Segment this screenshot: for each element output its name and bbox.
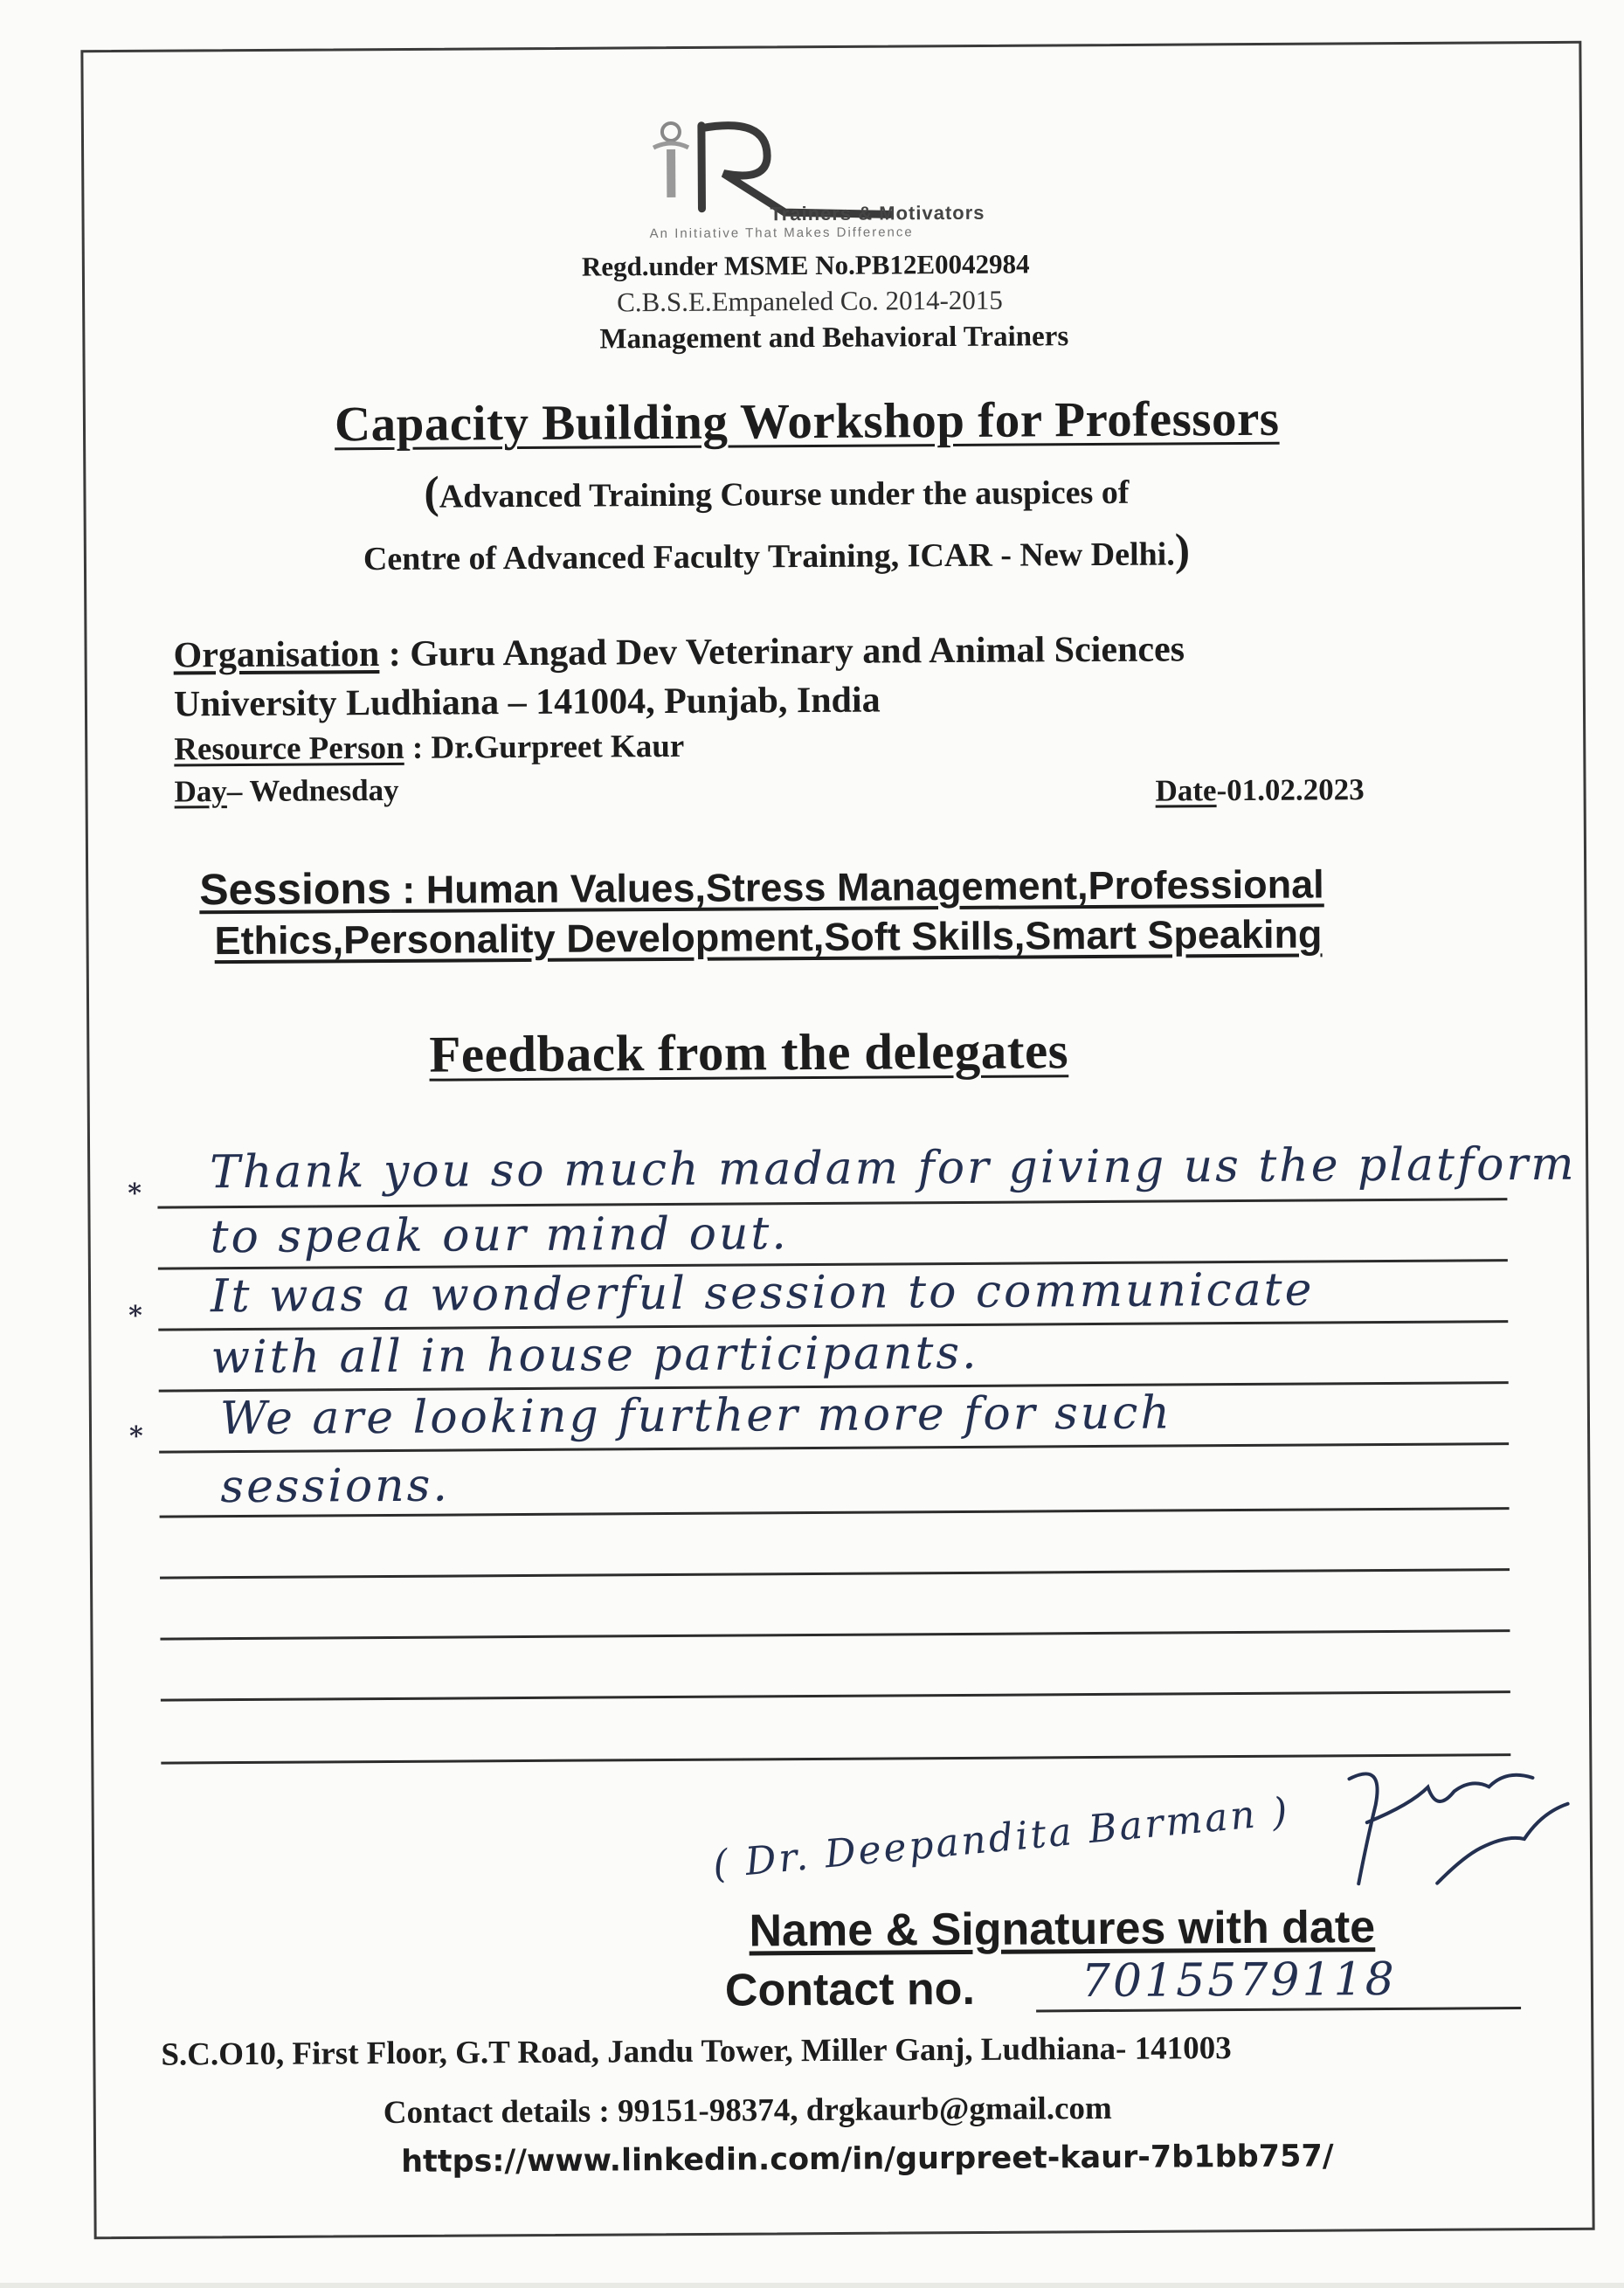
delegate-name-handwritten: ( Dr. Deepandita Barman ) — [710, 1788, 1292, 1888]
writing-line — [161, 1753, 1510, 1764]
sessions-label: Sessions — [199, 863, 391, 915]
close-bracket: ) — [1174, 525, 1191, 576]
writing-line — [157, 1198, 1507, 1208]
writing-line — [160, 1568, 1510, 1579]
footer-address: S.C.O10, First Floor, G.T Road, Jandu Tower, Miller Ganj, Ludhiana- 141003 — [161, 2030, 1232, 2073]
writing-line — [160, 1629, 1510, 1640]
workshop-title: Capacity Building Workshop for Professors — [334, 391, 1280, 453]
feedback-bullet: * — [128, 1420, 143, 1452]
feedback-bullet: * — [128, 1178, 142, 1209]
sessions-line2: Ethics,Personality Development,Soft Skills,Smart Speaking — [214, 911, 1323, 964]
brand-tagline: Trainers & Motivators — [770, 201, 985, 225]
day-value: Wednesday — [249, 772, 399, 808]
handwritten-feedback-line: sessions. — [220, 1459, 451, 1514]
day-label: Day — [174, 774, 227, 809]
contact-number-handwritten: 7015579118 — [1081, 1953, 1397, 2008]
feedback-bullet: * — [128, 1300, 143, 1331]
writing-line — [161, 1690, 1510, 1701]
resource-person-sep: : — [404, 729, 432, 766]
sessions-text-1: : Human Values,Stress Management,Professional — [390, 861, 1324, 912]
contact-number-line — [1036, 2007, 1521, 2012]
feedback-heading: Feedback from the delegates — [429, 1021, 1069, 1083]
resource-person-label: Resource Person — [174, 729, 404, 768]
brand-subtagline: An Initiative That Makes Difference — [649, 225, 914, 242]
handwritten-feedback-line: We are looking further more for such — [219, 1386, 1173, 1446]
date-label: Date — [1155, 773, 1217, 808]
date-row — [1155, 772, 1364, 808]
open-bracket: ( — [424, 467, 439, 518]
organisation-value: Guru Angad Dev Veterinary and Animal Sciences — [410, 629, 1185, 674]
contact-number-label: Contact no. — [724, 1963, 976, 2016]
workshop-subtitle-line2 — [363, 524, 1191, 581]
organisation-row — [173, 628, 1185, 676]
organisation-value-line2: University Ludhiana – 141004, Punjab, India — [173, 680, 881, 725]
date-value: -01.02.2023 — [1216, 772, 1365, 808]
workshop-subtitle-line1 — [424, 463, 1129, 519]
handwritten-feedback-line: with all in house participants. — [211, 1326, 979, 1385]
sessions-line1 — [199, 857, 1324, 915]
handwritten-feedback-line: It was a wonderful session to communicate — [210, 1263, 1315, 1324]
resource-person-row — [174, 728, 684, 769]
handwritten-feedback-line: Thank you so much madam for giving us the platform — [210, 1137, 1577, 1199]
handwritten-feedback-line: to speak our mind out. — [210, 1207, 790, 1264]
name-signature-label: Name & Signatures with date — [749, 1902, 1376, 1957]
subtitle-text-1: Advanced Training Course under the auspices of — [439, 473, 1130, 515]
cbse-empanelment: C.B.S.E.Empaneled Co. 2014-2015 — [617, 284, 1003, 318]
footer-contact-details: Contact details : 99151-98374, drgkaurb@gmail.com — [383, 2090, 1112, 2132]
handwritten-signature-icon — [1331, 1752, 1594, 1902]
day-sep: – — [226, 773, 250, 809]
trainer-specialty: Management and Behavioral Trainers — [599, 321, 1069, 356]
registration-number: Regd.under MSME No.PB12E0042984 — [581, 248, 1030, 282]
organisation-label: Organisation — [173, 634, 380, 676]
footer-linkedin-link[interactable]: https://www.linkedin.com/in/gurpreet-kaur-7b1bb757/ — [401, 2139, 1334, 2180]
subtitle-text-2: Centre of Advanced Faculty Training, ICAR - New Delhi. — [363, 536, 1175, 578]
day-row — [174, 773, 398, 810]
resource-person-value: Dr.Gurpreet Kaur — [431, 728, 685, 766]
organisation-sep: : — [379, 633, 411, 675]
